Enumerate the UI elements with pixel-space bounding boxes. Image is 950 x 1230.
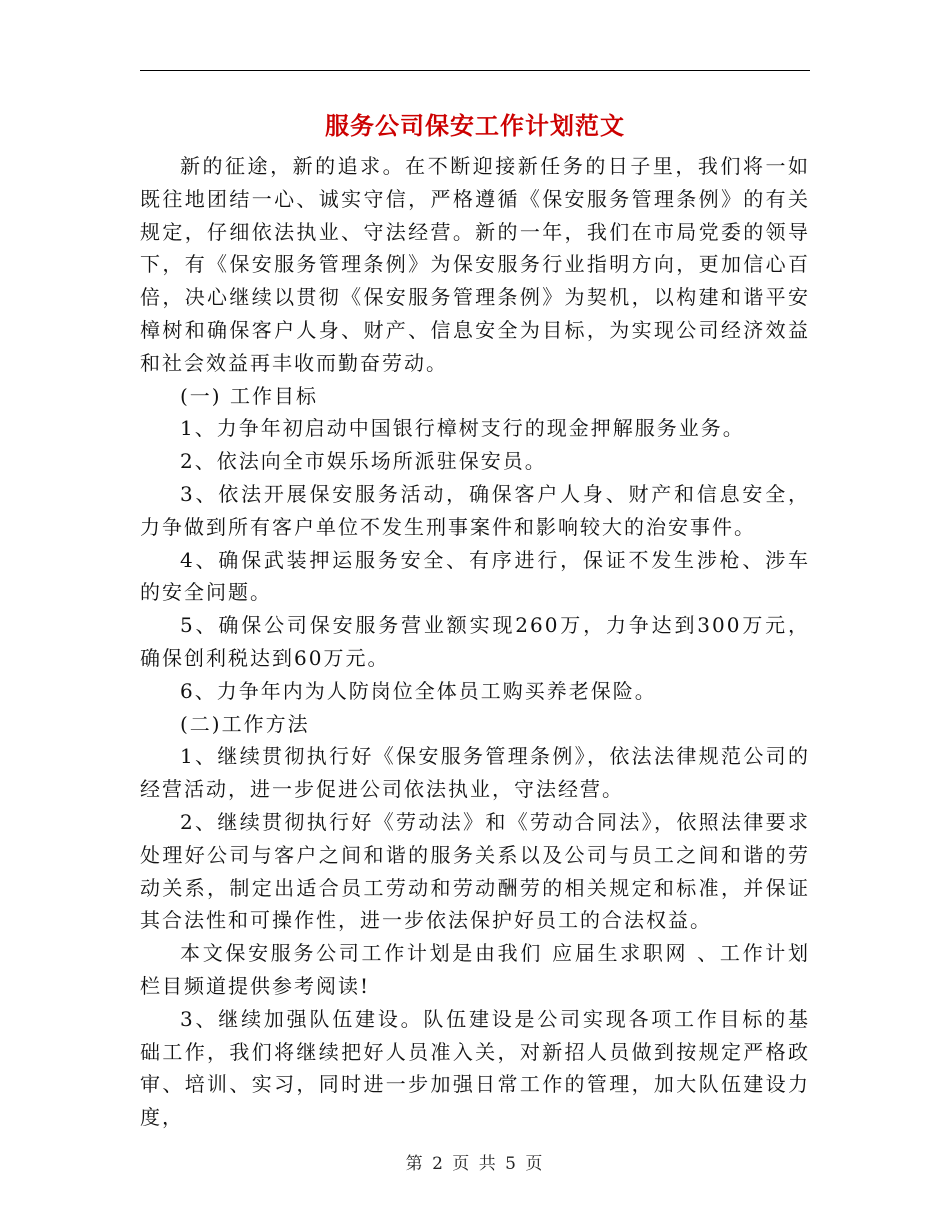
header-rule: [140, 70, 810, 71]
method-item-1: 1、继续贯彻执行好《保安服务管理条例》，依法法律规范公司的经营活动，进一步促进公司依法执业，守法经营。: [140, 744, 810, 802]
page-number-footer: 第 2 页 共 5 页: [405, 1154, 545, 1174]
intro-paragraph: 新的征途，新的追求。在不断迎接新任务的日子里，我们将一如既往地团结一心、诚实守信，严格遵循《保安服务管理条例》的有关规定，仔细依法执业、守法经营。新的一年，我们在市局党委的领导下，有《保安服务管理条例》为保安服务行业指明方向，更加信心百倍，决心继续以贯彻《保安服务管理条例》为契机，以构建和谐平安樟树和确保客户人身、财产、信息安全为目标，为实现公司经济效益和社会效益再丰收而勤奋劳动。: [140, 154, 810, 375]
section-heading-methods: (二)工作方法: [180, 711, 310, 736]
section-heading-goals: (一) 工作目标: [180, 383, 318, 408]
goal-item-3: 3、依法开展保安服务活动，确保客户人身、财产和信息安全，力争做到所有客户单位不发生刑事案件和影响较大的治安事件。: [140, 481, 810, 539]
document-body: [140, 150, 810, 1134]
goal-item-2: 2、依法向全市娱乐场所派驻保安员。: [180, 449, 547, 474]
method-item-3: 3、继续加强队伍建设。队伍建设是公司实现各项工作目标的基础工作，我们将继续把好人员准入关，对新招人员做到按规定严格政审、培训、实习，同时进一步加强日常工作的管理，加大队伍建设力度，: [140, 1006, 810, 1130]
goal-item-5: 5、确保公司保安服务营业额实现260万，力争达到300万元，确保创利税达到60万元。: [140, 613, 810, 670]
goal-item-1: 1、力争年初启动中国银行樟树支行的现金押解服务业务。: [180, 416, 745, 441]
goal-item-6: 6、力争年内为人防岗位全体员工购买养老保险。: [180, 678, 657, 703]
document-title: 服务公司保安工作计划范文: [325, 111, 625, 140]
source-note-paragraph: 本文保安服务公司工作计划是由我们 应届生求职网 、工作计划栏目频道提供参考阅读!: [140, 941, 810, 998]
method-item-2: 2、继续贯彻执行好《劳动法》和《劳动合同法》，依照法律要求处理好公司与客户之间和谐的服务关系以及公司与员工之间和谐的劳动关系，制定出适合员工劳动和劳动酬劳的相关规定和标准，并保证其合法性和可操作性，进一步依法保护好员工的合法权益。: [140, 809, 810, 933]
goal-item-4: 4、确保武装押运服务安全、有序进行，保证不发生涉枪、涉车的安全问题。: [140, 547, 810, 605]
